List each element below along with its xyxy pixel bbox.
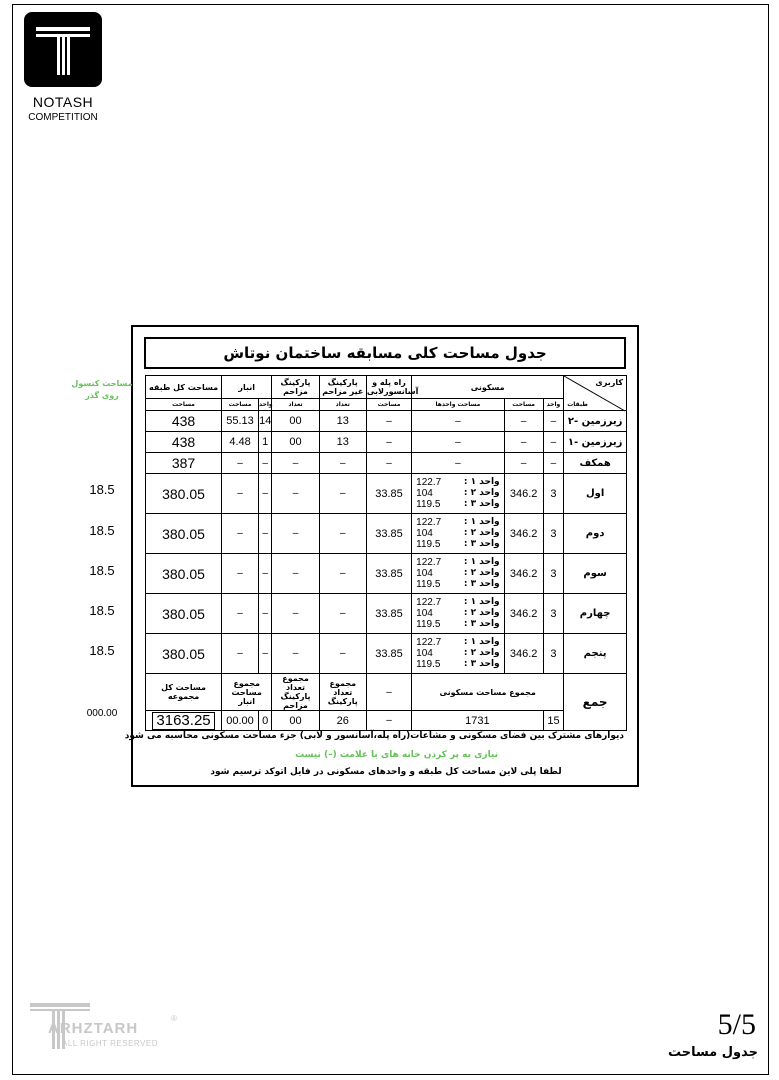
floor-total-cell: 380.05 [146, 554, 222, 594]
console-value: 18.5 [89, 603, 115, 618]
floor-total-cell: 438 [146, 411, 222, 432]
table-row [146, 411, 627, 432]
console-value: 18.5 [89, 563, 115, 578]
parking-int-cell: 00 [272, 432, 319, 453]
header-stair: راه پله و آسانسورلابی [366, 376, 411, 399]
watermark-name: ARHZTARH [48, 1020, 139, 1037]
level-cell: چهارم [564, 594, 627, 634]
console-total: 000.00 [86, 708, 118, 719]
table-row [146, 634, 627, 674]
stair-cell: 33.85 [366, 554, 411, 594]
watermark-reg: ® [171, 1014, 177, 1023]
unit-3-area: 119.5 [416, 539, 441, 550]
stair-cell: 33.85 [366, 474, 411, 514]
header-residential: مسکونی [412, 376, 564, 399]
stair-cell: 33.85 [366, 634, 411, 674]
table-title: جدول مساحت کلی مسابقه ساختمان نوتاش [223, 344, 547, 362]
parking-free-cell: – [319, 594, 366, 634]
floor-total-cell: 387 [146, 453, 222, 474]
floor-total-cell: 380.05 [146, 514, 222, 554]
level-cell: پنجم [564, 634, 627, 674]
unit-2-label: واحد ۲ : [463, 528, 500, 538]
unit-2-label: واحد ۲ : [463, 608, 500, 618]
sum-storage-label: مجموع مساحت انبار [222, 674, 272, 711]
parking-int-cell: – [272, 474, 319, 514]
res-area-cell: 346.2 [504, 594, 543, 634]
note-shared-walls: دیوارهای مشترک بین فضای مسکونی و مشاعات(راه پله،آسانسور و لابی) جزء مساحت مسکونی محاسبه می شود [124, 731, 624, 741]
console-value: 18.5 [89, 482, 115, 497]
header-row [146, 376, 627, 399]
table-row [146, 554, 627, 594]
unit-2-label: واحد ۲ : [463, 648, 500, 658]
unit-3-label: واحد ۳ : [463, 499, 500, 509]
parking-free-cell: – [319, 453, 366, 474]
parking-free-cell: 13 [319, 432, 366, 453]
sum-stair-dash: – [366, 674, 411, 711]
res-area-cell: 346.2 [504, 634, 543, 674]
parking-free-cell: – [319, 474, 366, 514]
sum-res-units-value: 15 [543, 711, 564, 731]
storage-unit-cell: – [259, 594, 272, 634]
parking-free-cell: – [319, 554, 366, 594]
header-levels: طبقات [567, 401, 588, 408]
sum-parking-free-label: مجموع تعداد پارکینگ [319, 674, 366, 711]
storage-unit-cell: – [259, 514, 272, 554]
unit-3-area: 119.5 [416, 619, 441, 630]
stair-cell: – [366, 411, 411, 432]
storage-area-cell: 55.13 [222, 411, 259, 432]
unit-2-label: واحد ۲ : [463, 568, 500, 578]
subheader-storage-unit: واحد [259, 399, 272, 411]
sum-stair-value: – [366, 711, 411, 731]
stair-cell: 33.85 [366, 594, 411, 634]
unit-3-area: 119.5 [416, 659, 441, 670]
unit-2-area: 104 [416, 648, 433, 659]
header-storage: انبار [222, 376, 272, 399]
notash-logo [24, 12, 102, 87]
grand-total-cell [146, 711, 222, 731]
parking-free-cell: – [319, 514, 366, 554]
units-area-cell: – [412, 432, 504, 453]
res-area-cell: 346.2 [504, 474, 543, 514]
console-label [70, 378, 134, 402]
stair-cell: – [366, 432, 411, 453]
sum-res-total-value: 1731 [412, 711, 544, 731]
floor-total-cell: 380.05 [146, 634, 222, 674]
subheader-parking-int-count: تعداد [272, 399, 319, 411]
unit-1-area: 122.7 [416, 477, 442, 488]
page-number: 5/5 [717, 1008, 756, 1041]
unit-1-label: واحد ۱ : [463, 637, 500, 647]
header-parking-free: پارکینگ غیر مزاحم [319, 376, 366, 399]
units-area-cell: – [412, 411, 504, 432]
unit-1-area: 122.7 [416, 637, 442, 648]
storage-area-cell: – [222, 594, 259, 634]
unit-2-area: 104 [416, 528, 433, 539]
unit-2-label: واحد ۲ : [463, 488, 500, 498]
storage-unit-cell: – [259, 474, 272, 514]
res-unit-cell: 3 [543, 634, 564, 674]
table-row [146, 594, 627, 634]
console-value: 18.5 [89, 523, 115, 538]
header-parking-int: پارکینگ مزاحم [272, 376, 319, 399]
unit-3-label: واحد ۳ : [463, 539, 500, 549]
subheader-res-unit: واحد [543, 399, 564, 411]
parking-int-cell: – [272, 514, 319, 554]
subheader-storage-area: مساحت [222, 399, 259, 411]
unit-1-area: 122.7 [416, 597, 442, 608]
storage-area-cell: – [222, 453, 259, 474]
unit-1-label: واحد ۱ : [463, 517, 500, 527]
res-unit-cell: – [543, 411, 564, 432]
sum-label: جمع [564, 674, 627, 731]
units-area-cell [412, 514, 504, 554]
area-table [145, 375, 627, 731]
storage-unit-cell: 14 [259, 411, 272, 432]
unit-3-label: واحد ۳ : [463, 579, 500, 589]
note-dash-cells: نیازی به پر کردن خانه های با علامت (–) نیست [295, 750, 498, 760]
sum-total-label: مساحت کل مجموعه [146, 674, 222, 711]
storage-area-cell: 4.48 [222, 432, 259, 453]
unit-1-area: 122.7 [416, 517, 442, 528]
unit-2-area: 104 [416, 488, 433, 499]
level-cell: زیرزمین -۲ [564, 411, 627, 432]
unit-1-label: واحد ۱ : [463, 477, 500, 487]
subheader-res-area: مساحت [504, 399, 543, 411]
unit-2-area: 104 [416, 568, 433, 579]
level-cell: زیرزمین -۱ [564, 432, 627, 453]
table-row [146, 453, 627, 474]
parking-int-cell: – [272, 594, 319, 634]
unit-3-label: واحد ۳ : [463, 659, 500, 669]
parking-free-cell: – [319, 634, 366, 674]
table-title-box [144, 337, 626, 369]
table-row [146, 474, 627, 514]
parking-int-cell: 00 [272, 411, 319, 432]
sum-value-row [146, 711, 627, 731]
res-unit-cell: – [543, 432, 564, 453]
table-row [146, 514, 627, 554]
pillar-icon [24, 12, 102, 87]
header-usage: کاربری [595, 378, 623, 387]
level-cell: اول [564, 474, 627, 514]
res-area-cell: – [504, 432, 543, 453]
watermark-sub: ALL RIGHT RESERVED [62, 1039, 158, 1048]
console-label-line1: مساحت کنسول [71, 379, 133, 388]
parking-free-cell: 13 [319, 411, 366, 432]
sum-storage-area-value: 00.00 [222, 711, 259, 731]
console-value: 18.5 [89, 643, 115, 658]
header-floor-total: مساحت کل طبقه [146, 376, 222, 399]
level-cell: همکف [564, 453, 627, 474]
storage-unit-cell: – [259, 554, 272, 594]
parking-int-cell: – [272, 453, 319, 474]
stair-cell: – [366, 453, 411, 474]
storage-area-cell: – [222, 514, 259, 554]
subheader-row [146, 399, 627, 411]
table-row [146, 432, 627, 453]
parking-int-cell: – [272, 634, 319, 674]
header-usage-levels [564, 376, 627, 411]
console-label-line2: روی گذر [85, 391, 119, 400]
units-area-cell [412, 634, 504, 674]
storage-area-cell: – [222, 474, 259, 514]
sum-storage-unit-value: 0 [259, 711, 272, 731]
stair-cell: 33.85 [366, 514, 411, 554]
res-unit-cell: 3 [543, 554, 564, 594]
res-unit-cell: 3 [543, 594, 564, 634]
sum-label-row [146, 674, 627, 711]
page-caption: جدول مساحت [667, 1045, 758, 1060]
unit-3-label: واحد ۳ : [463, 619, 500, 629]
level-cell: دوم [564, 514, 627, 554]
res-area-cell: – [504, 453, 543, 474]
floor-total-cell: 438 [146, 432, 222, 453]
floor-total-cell: 380.05 [146, 474, 222, 514]
unit-3-area: 119.5 [416, 579, 441, 590]
unit-1-label: واحد ۱ : [463, 557, 500, 567]
res-area-cell: – [504, 411, 543, 432]
unit-1-label: واحد ۱ : [463, 597, 500, 607]
storage-unit-cell: – [259, 453, 272, 474]
storage-unit-cell: 1 [259, 432, 272, 453]
storage-unit-cell: – [259, 634, 272, 674]
subheader-units-area: مساحت واحدها [412, 399, 504, 411]
note-autocad-polyline: لطفا پلی لاین مساحت کل طبقه و واحدهای مسکونی در فایل اتوکد ترسیم شود [210, 767, 562, 777]
units-area-cell [412, 474, 504, 514]
res-unit-cell: 3 [543, 514, 564, 554]
storage-area-cell: – [222, 554, 259, 594]
sum-parking-free-value: 26 [319, 711, 366, 731]
sum-res-label: مجموع مساحت مسکونی [412, 674, 564, 711]
sum-parking-int-label: مجموع تعداد پارکینگ مزاحم [272, 674, 319, 711]
grand-total-value: 3163.25 [152, 712, 214, 730]
res-area-cell: 346.2 [504, 514, 543, 554]
res-unit-cell: – [543, 453, 564, 474]
logo-subtitle: COMPETITION [28, 112, 98, 123]
unit-1-area: 122.7 [416, 557, 442, 568]
res-unit-cell: 3 [543, 474, 564, 514]
parking-int-cell: – [272, 554, 319, 594]
units-area-cell [412, 554, 504, 594]
subheader-parking-free-count: تعداد [319, 399, 366, 411]
units-area-cell [412, 594, 504, 634]
unit-3-area: 119.5 [416, 499, 441, 510]
unit-2-area: 104 [416, 608, 433, 619]
storage-area-cell: – [222, 634, 259, 674]
floor-total-cell: 380.05 [146, 594, 222, 634]
subheader-floor-area: مساحت [146, 399, 222, 411]
logo-name: NOTASH [32, 94, 94, 110]
units-area-cell: – [412, 453, 504, 474]
sum-parking-int-value: 00 [272, 711, 319, 731]
res-area-cell: 346.2 [504, 554, 543, 594]
level-cell: سوم [564, 554, 627, 594]
subheader-stair-area: مساحت [366, 399, 411, 411]
